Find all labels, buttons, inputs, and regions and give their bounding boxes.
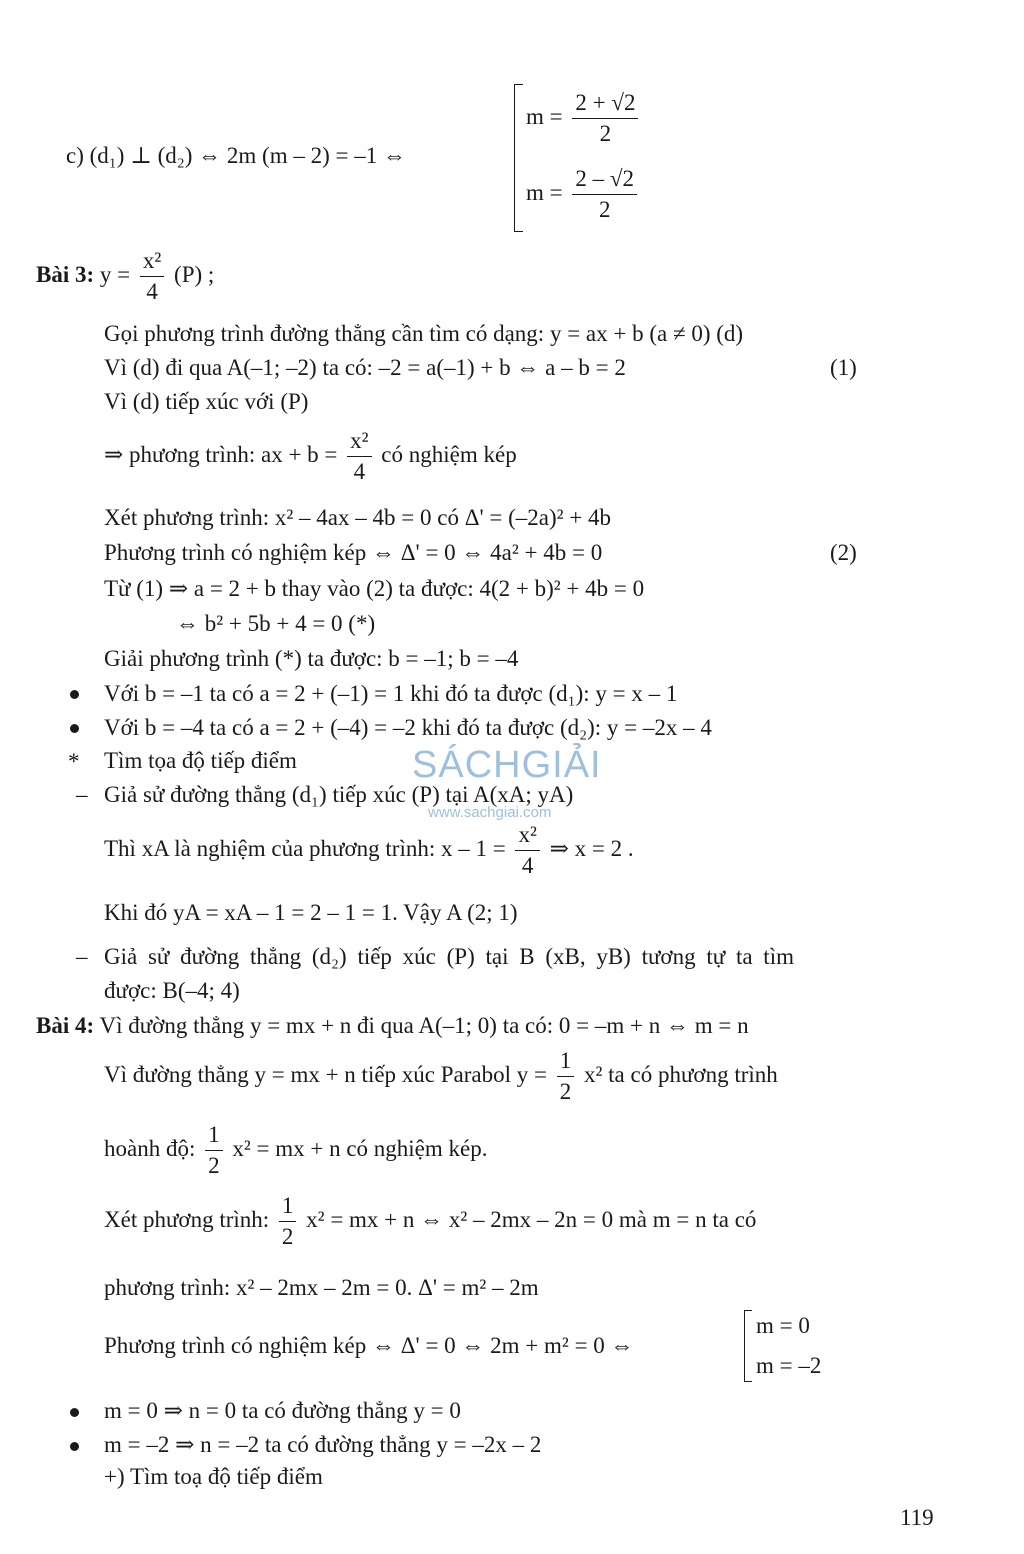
bai3-line-9: Giải phương trình (*) ta được: b = –1; b = –4 <box>104 646 519 671</box>
bai3-tag-1: (1) <box>830 355 857 380</box>
bai3-line-6: Phương trình có nghiệm kép ⇔ Δ' = 0 ⇔ 4a² + 4b = 0 <box>104 540 603 565</box>
bai4-heading: Bài 4: Vì đường thẳng y = mx + n đi qua A(–1; 0) ta có: 0 = –m + n ⇔ m = n <box>36 1013 749 1038</box>
part-c-bracket <box>514 84 523 232</box>
bai3-heading: Bài 3: y = $\frac{\text{x²}}{4}$ (P) ; <box>36 248 215 304</box>
dash-marker: – <box>76 944 88 969</box>
bai3-line-10: Thì xA là nghiệm của phương trình: x – 1 = $\frac{\text{x²}}{4}$ ⇒ x = 2 . <box>104 822 634 878</box>
page-number: 119 <box>900 1505 934 1530</box>
bai4-line-3: hoành độ: $\frac{1}{2}$ x² = mx + n có nghiệm kép. <box>104 1122 488 1178</box>
bai4-line-6: Phương trình có nghiệm kép ⇔ Δ' = 0 ⇔ 2m + m² = 0 ⇔ <box>104 1333 634 1358</box>
bai3-dash-2: Giả sử đường thẳng (d₂) tiếp xúc (P) tại B (xB, yB) tương tự ta tìm <box>104 944 794 969</box>
bai3-dash-2-cont: được: B(–4; 4) <box>104 978 240 1003</box>
bai4-case-2: m = –2 <box>756 1353 822 1378</box>
bai4-line-2: Vì đường thẳng y = mx + n tiếp xúc Parabol y = $\frac{1}{2}$ x² ta có phương trình <box>104 1048 778 1104</box>
bullet-icon <box>70 1442 79 1451</box>
watermark-logo: SÁCHGIẢI <box>412 744 602 786</box>
bai4-bullet-1: m = 0 ⇒ n = 0 ta có đường thẳng y = 0 <box>104 1398 461 1423</box>
part-c-equation: c) (d₁) ⊥ (d₂) ⇔ 2m (m – 2) = –1 ⇔ <box>66 143 406 168</box>
bai4-line-4: Xét phương trình: $\frac{1}{2}$ x² = mx + n ⇔ x² – 2mx – 2n = 0 mà m = n ta có <box>104 1193 757 1249</box>
bai4-bullet-2: m = –2 ⇒ n = –2 ta có đường thẳng y = –2x – 2 <box>104 1432 542 1457</box>
bai3-line-4: ⇒ phương trình: ax + b = $\frac{\text{x²}}{4}$ có nghiệm kép <box>104 428 517 484</box>
bai4-bracket <box>744 1310 752 1382</box>
bai3-star-line: Tìm tọa độ tiếp điểm <box>104 748 297 773</box>
bai3-dash-1: Giả sử đường thẳng (d₁) tiếp xúc (P) tại A(xA; yA) <box>104 782 574 807</box>
dash-marker: – <box>76 782 88 807</box>
watermark-url: www.sachgiai.com <box>428 804 552 821</box>
bai4-last-line: +) Tìm toạ độ tiếp điểm <box>104 1464 323 1489</box>
bullet-icon <box>70 724 79 733</box>
bai3-line-2: Vì (d) đi qua A(–1; –2) ta có: –2 = a(–1) + b ⇔ a – b = 2 <box>104 355 626 380</box>
bai3-bullet-1: Với b = –1 ta có a = 2 + (–1) = 1 khi đó ta được (d₁): y = x – 1 <box>104 681 678 706</box>
bullet-icon <box>70 1408 79 1417</box>
bai3-line-3: Vì (d) tiếp xúc với (P) <box>104 389 309 414</box>
bai3-line-11: Khi đó yA = xA – 1 = 2 – 1 = 1. Vậy A (2; 1) <box>104 900 518 925</box>
bai3-tag-2: (2) <box>830 540 857 565</box>
bai4-line-5: phương trình: x² – 2mx – 2m = 0. Δ' = m² – 2m <box>104 1275 539 1300</box>
part-c-case-1: m = $\frac{2 + √2}{2}$ <box>526 90 642 147</box>
bai3-line-8: ⇔ b² + 5b + 4 = 0 (*) <box>176 611 376 636</box>
bai4-case-1: m = 0 <box>756 1313 810 1338</box>
bai3-bullet-2: Với b = –4 ta có a = 2 + (–4) = –2 khi đó ta được (d₂): y = –2x – 4 <box>104 715 712 740</box>
part-c-case-2: m = $\frac{2 - √2}{2}$ <box>526 166 641 223</box>
bai3-line-5: Xét phương trình: x² – 4ax – 4b = 0 có Δ' = (–2a)² + 4b <box>104 505 611 530</box>
bullet-icon <box>70 690 79 699</box>
bai3-line-7: Từ (1) ⇒ a = 2 + b thay vào (2) ta được: 4(2 + b)² + 4b = 0 <box>104 576 645 601</box>
bai3-line-1: Gọi phương trình đường thẳng cần tìm có dạng: y = ax + b (a ≠ 0) (d) <box>104 321 744 346</box>
star-marker: * <box>68 749 80 774</box>
